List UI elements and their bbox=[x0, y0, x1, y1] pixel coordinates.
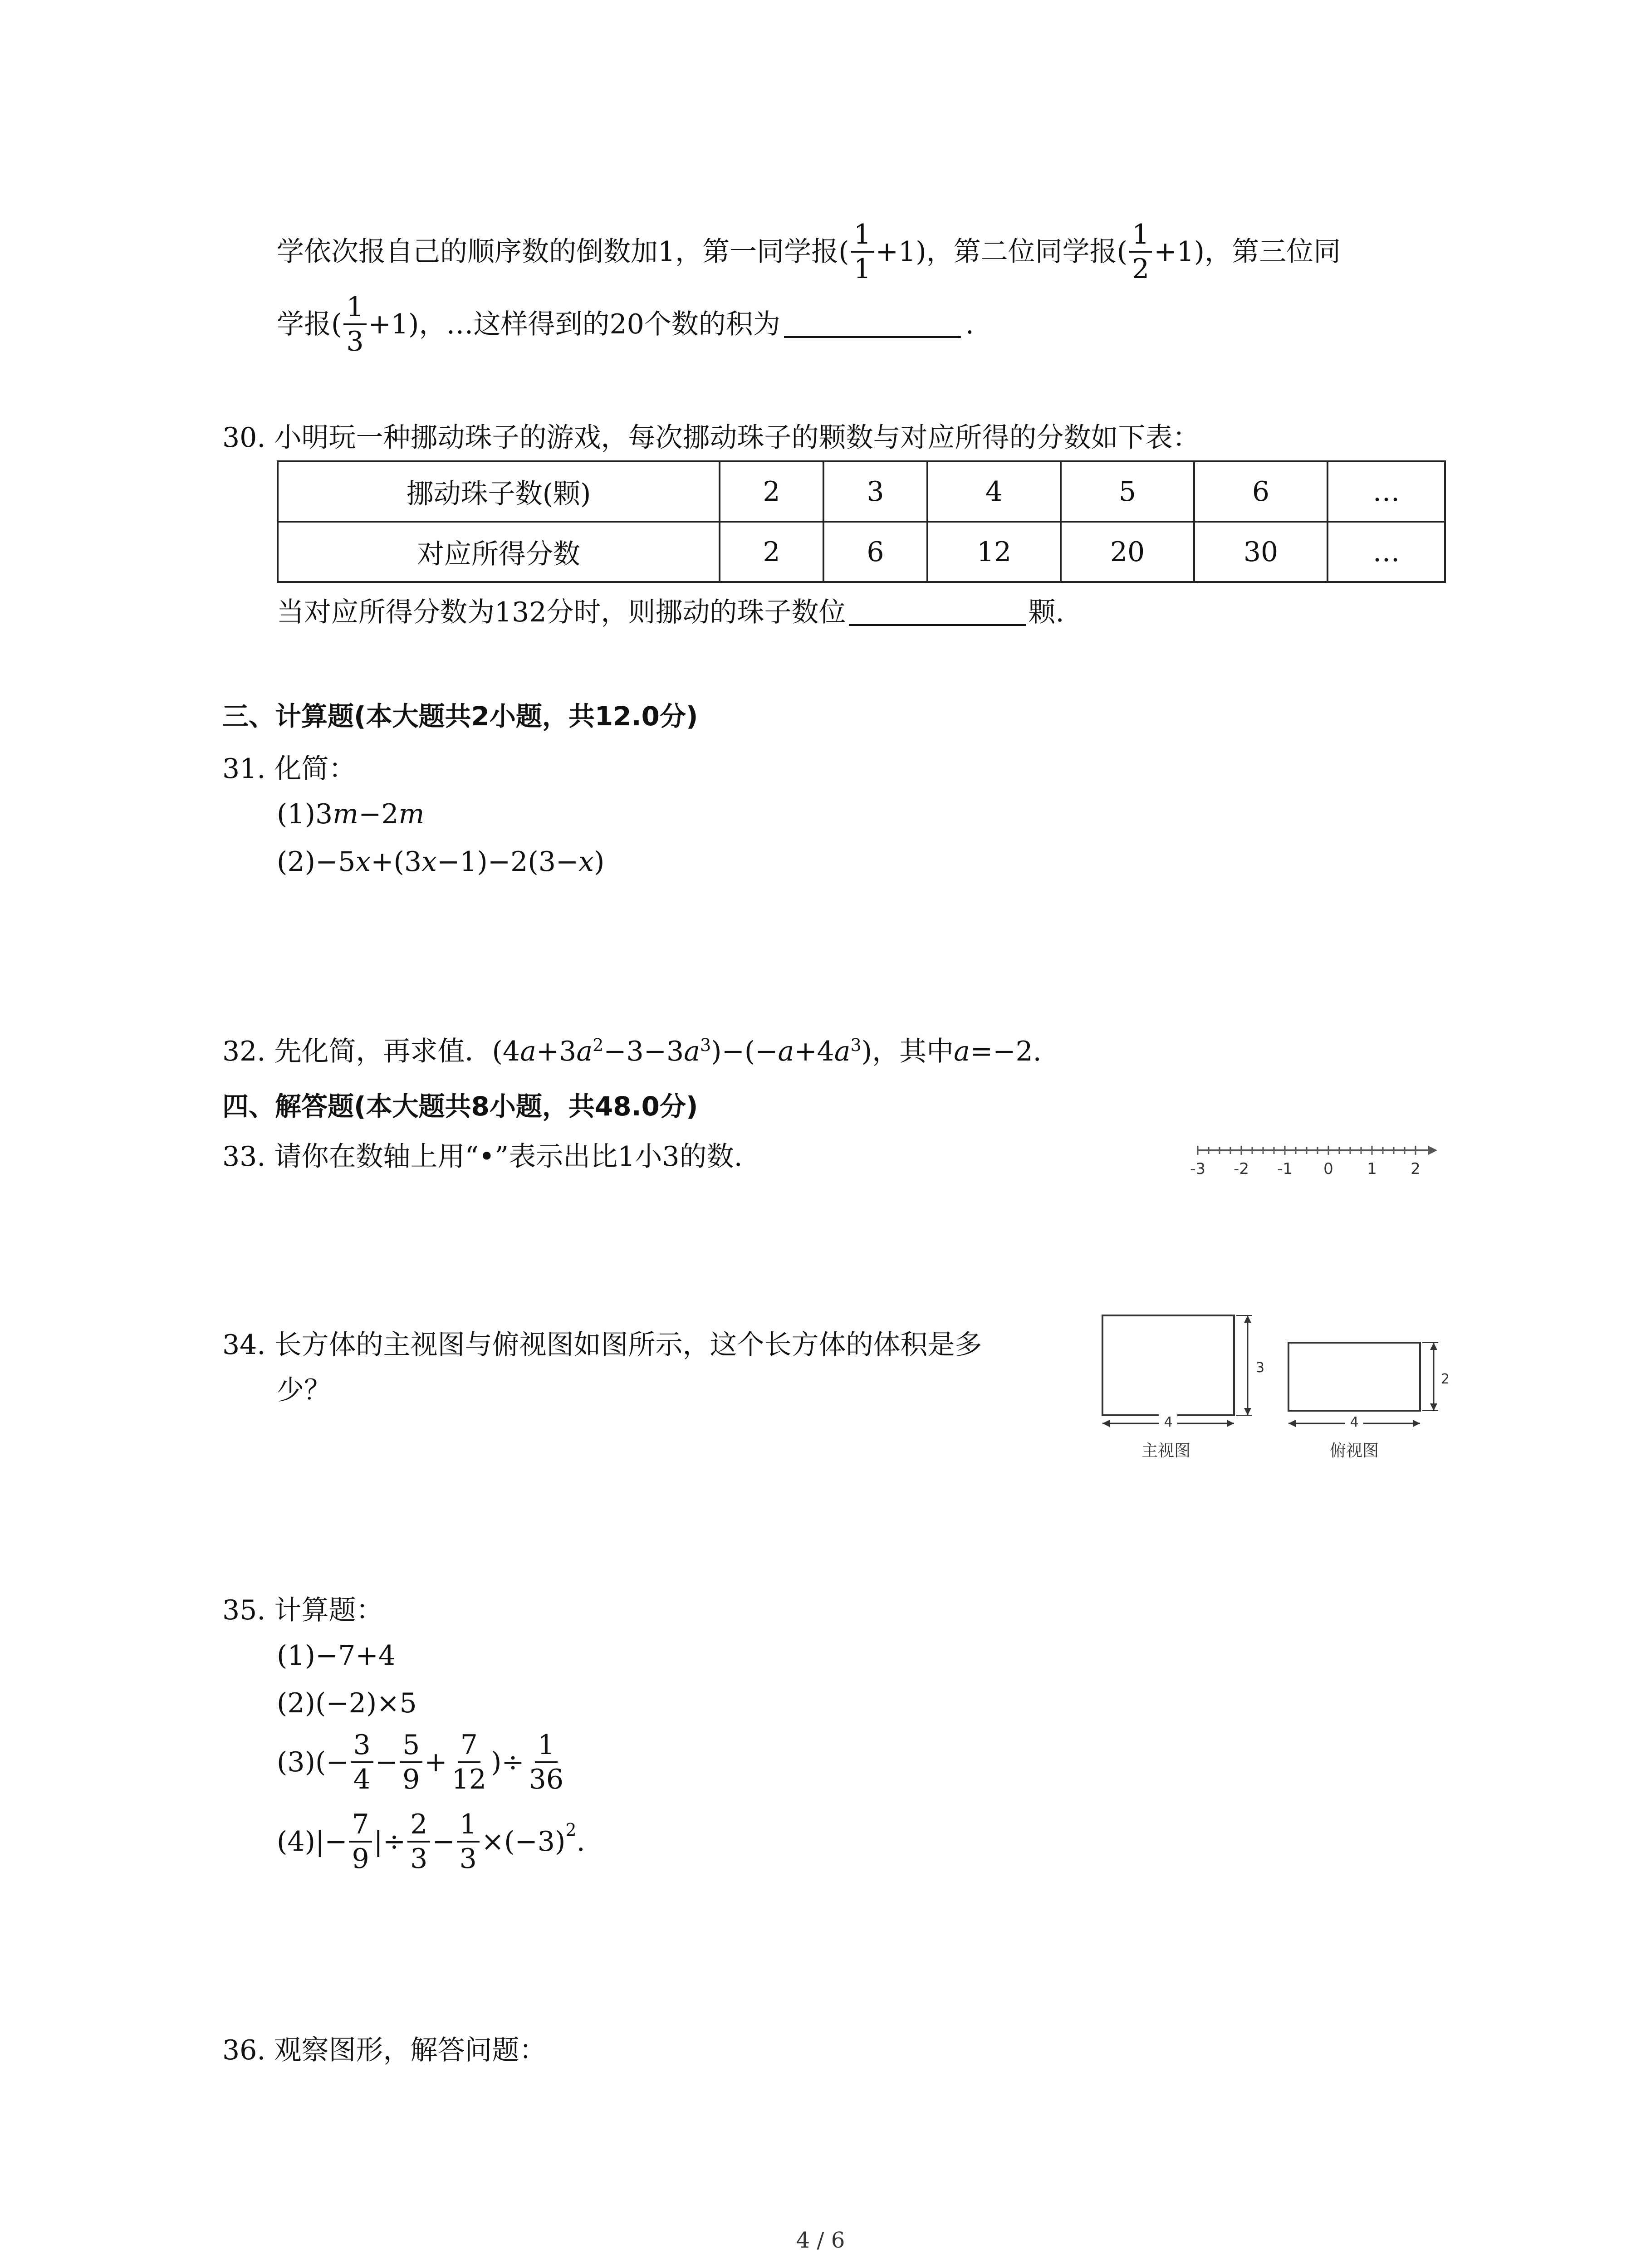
q31-part-2: (2)−5x+(3x−1)−2(3−x) bbox=[277, 846, 605, 878]
q35-question: 35. 计算题： bbox=[222, 1594, 383, 1626]
q35-part-1: (1)−7+4 bbox=[277, 1640, 396, 1672]
fraction-1-over-3: $\frac{1}{3}$ bbox=[343, 293, 366, 355]
tick-label: -2 bbox=[1234, 1160, 1249, 1178]
front-height-label: 3 bbox=[1256, 1360, 1265, 1376]
number-line-ticks bbox=[1198, 1146, 1416, 1155]
answer-blank-q30[interactable] bbox=[849, 599, 1026, 626]
table-row bbox=[278, 522, 1445, 582]
top-height-label: 2 bbox=[1441, 1371, 1450, 1387]
fraction: $\frac{7}{12}$ bbox=[451, 1729, 486, 1795]
q36-question: 36. 观察图形，解答问题： bbox=[222, 2034, 547, 2066]
table-cell: 2 bbox=[720, 522, 823, 582]
table-cell: … bbox=[1327, 522, 1445, 582]
fraction-1-over-1: $\frac{1}{1}$ bbox=[851, 221, 874, 283]
answer-blank-q29[interactable] bbox=[784, 311, 961, 338]
section-4-title: 四、解答题(本大题共8小题，共48.0分) bbox=[222, 1091, 698, 1122]
number-line-figure bbox=[1189, 1129, 1443, 1179]
fraction: $\frac{2}{3}$ bbox=[407, 1811, 430, 1872]
q34-question-line-1: 34. 长方体的主视图与俯视图如图所示，这个长方体的体积是多 bbox=[222, 1329, 982, 1361]
table-cell: 4 bbox=[927, 461, 1061, 522]
table-cell: 5 bbox=[1061, 461, 1194, 522]
q31-question: 31. 化简： bbox=[222, 753, 356, 785]
table-cell: … bbox=[1327, 461, 1445, 522]
front-view-caption: 主视图 bbox=[1141, 1442, 1191, 1460]
q29-line-1: 学依次报自己的顺序数的倒数加1，第一同学报( $\frac{1}{1}$ +1)，第二位同学报( $\frac{1}{2}$ +1)，第三位同 bbox=[277, 219, 1341, 285]
tick-label: -3 bbox=[1190, 1160, 1205, 1178]
q29-line-2: 学报( $\frac{1}{3}$ +1)，…这样得到的20个数的积为 . bbox=[277, 291, 974, 357]
section-3-title: 三、计算题(本大题共2小题，共12.0分) bbox=[222, 701, 698, 732]
q30-answer-line: 当对应所得分数为132分时，则挪动的珠子数位 颗. bbox=[277, 596, 1064, 628]
q30-table bbox=[277, 460, 1446, 583]
table-row-label: 对应所得分数 bbox=[278, 522, 720, 582]
q35-part-3: (3)(− $\frac{3}{4}$ − $\frac{5}{9}$ + $\frac{7}{12}$ )÷ $\frac{1}{36}$ bbox=[277, 1724, 568, 1801]
views-figure bbox=[1098, 1306, 1461, 1479]
q30-question: 30. 小明玩一种挪动珠子的游戏，每次挪动珠子的颗数与对应所得的分数如下表： bbox=[222, 422, 1200, 454]
table-cell: 2 bbox=[720, 461, 823, 522]
fraction: $\frac{7}{9}$ bbox=[349, 1811, 372, 1872]
fraction: $\frac{1}{3}$ bbox=[457, 1811, 480, 1872]
q35-part-4: (4)|− $\frac{7}{9}$ |÷ $\frac{2}{3}$ − $\frac{1}{3}$ ×(−3) $^2$ . bbox=[277, 1809, 585, 1875]
tick-label: -1 bbox=[1277, 1160, 1293, 1178]
table-row-label: 挪动珠子数(颗) bbox=[278, 461, 720, 522]
tick-label: 2 bbox=[1411, 1160, 1421, 1178]
table-cell: 6 bbox=[823, 522, 927, 582]
q35-part-2: (2)(−2)×5 bbox=[277, 1687, 417, 1719]
front-width-label: 4 bbox=[1164, 1414, 1173, 1430]
page-number: 4 / 6 bbox=[796, 2228, 845, 2253]
table-cell: 30 bbox=[1194, 522, 1327, 582]
front-view-rect bbox=[1102, 1315, 1234, 1415]
q33-question: 33. 请你在数轴上用“•”表示出比1小3的数. bbox=[222, 1141, 743, 1173]
tick-label: 0 bbox=[1323, 1160, 1333, 1178]
number-line-arrow-icon bbox=[1428, 1146, 1437, 1155]
top-view-caption: 俯视图 bbox=[1329, 1442, 1379, 1460]
top-view-rect bbox=[1288, 1343, 1420, 1411]
fraction: $\frac{1}{36}$ bbox=[529, 1729, 564, 1795]
tick-label: 1 bbox=[1367, 1160, 1377, 1178]
q31-part-1: (1)3m−2m bbox=[277, 798, 425, 830]
fraction: $\frac{3}{4}$ bbox=[351, 1731, 373, 1793]
q34-question-line-2: 少？ bbox=[277, 1374, 331, 1406]
fraction-1-over-2: $\frac{1}{2}$ bbox=[1129, 221, 1152, 283]
table-cell: 20 bbox=[1061, 522, 1194, 582]
fraction: $\frac{5}{9}$ bbox=[400, 1731, 422, 1793]
table-cell: 3 bbox=[823, 461, 927, 522]
q32-question: 32. 先化简，再求值．$(4a+3a^2-3-3a^3)-(-a+4a^3)$，其中a=−2. bbox=[222, 1035, 1042, 1067]
top-width-label: 4 bbox=[1350, 1414, 1359, 1430]
table-cell: 6 bbox=[1194, 461, 1327, 522]
table-row bbox=[278, 461, 1445, 522]
table-cell: 12 bbox=[927, 522, 1061, 582]
